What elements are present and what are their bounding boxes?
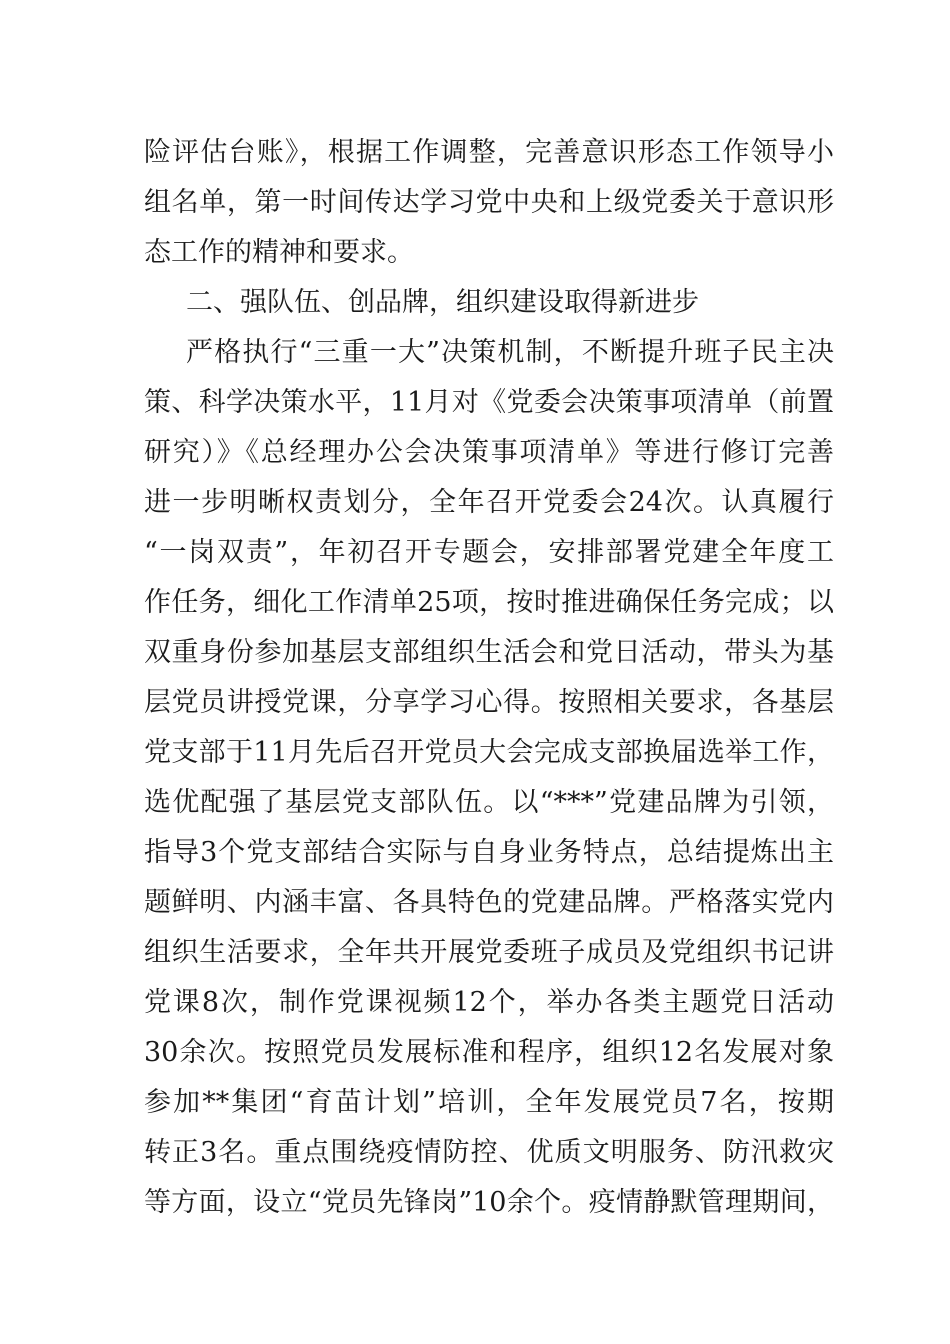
text-line: 题鲜明、内涵丰富、各具特色的党建品牌。严格落实党内: [144, 887, 834, 918]
text-line: 进一步明晰权责划分，全年召开党委会24次。认真履行: [144, 487, 834, 518]
text-line: 层党员讲授党课，分享学习心得。按照相关要求，各基层: [144, 687, 834, 718]
text-line: 党课8次，制作党课视频12个，举办各类主题党日活动: [144, 987, 834, 1018]
text-line: 策、科学决策水平，11月对《党委会决策事项清单（前置: [144, 387, 834, 418]
text-line: 党支部于11月先后召开党员大会完成支部换届选举工作，: [144, 737, 834, 768]
text-line: 双重身份参加基层支部组织生活会和党日活动，带头为基: [144, 637, 834, 668]
text-line: 险评估台账》，根据工作调整，完善意识形态工作领导小: [144, 137, 834, 168]
text-line: 指导3个党支部结合实际与自身业务特点，总结提炼出主: [144, 837, 834, 868]
section-heading: 二、强队伍、创品牌，组织建设取得新进步: [186, 287, 699, 318]
text-line: 参加**集团“育苗计划”培训，全年发展党员7名，按期: [144, 1087, 834, 1118]
text-line: 组织生活要求，全年共开展党委班子成员及党组织书记讲: [144, 937, 834, 968]
text-line: 组名单，第一时间传达学习党中央和上级党委关于意识形: [144, 187, 834, 218]
text-line: 转正3名。重点围绕疫情防控、优质文明服务、防汛救灾: [144, 1137, 834, 1168]
text-line: “一岗双责”，年初召开专题会，安排部署党建全年度工: [144, 537, 834, 568]
text-line: 30余次。按照党员发展标准和程序，组织12名发展对象: [144, 1037, 834, 1068]
text-line: 态工作的精神和要求。: [144, 237, 414, 268]
text-line: 选优配强了基层党支部队伍。以“***”党建品牌为引领，: [144, 787, 834, 818]
text-line: 作任务，细化工作清单25项，按时推进确保任务完成；以: [144, 587, 834, 618]
text-line: 等方面，设立“党员先锋岗”10余个。疫情静默管理期间，: [144, 1187, 834, 1218]
body-text: [144, 128, 834, 1228]
text-line: 研究）》《总经理办公会决策事项清单》等进行修订完善: [144, 437, 834, 468]
text-line: 严格执行“三重一大”决策机制，不断提升班子民主决: [186, 337, 834, 368]
